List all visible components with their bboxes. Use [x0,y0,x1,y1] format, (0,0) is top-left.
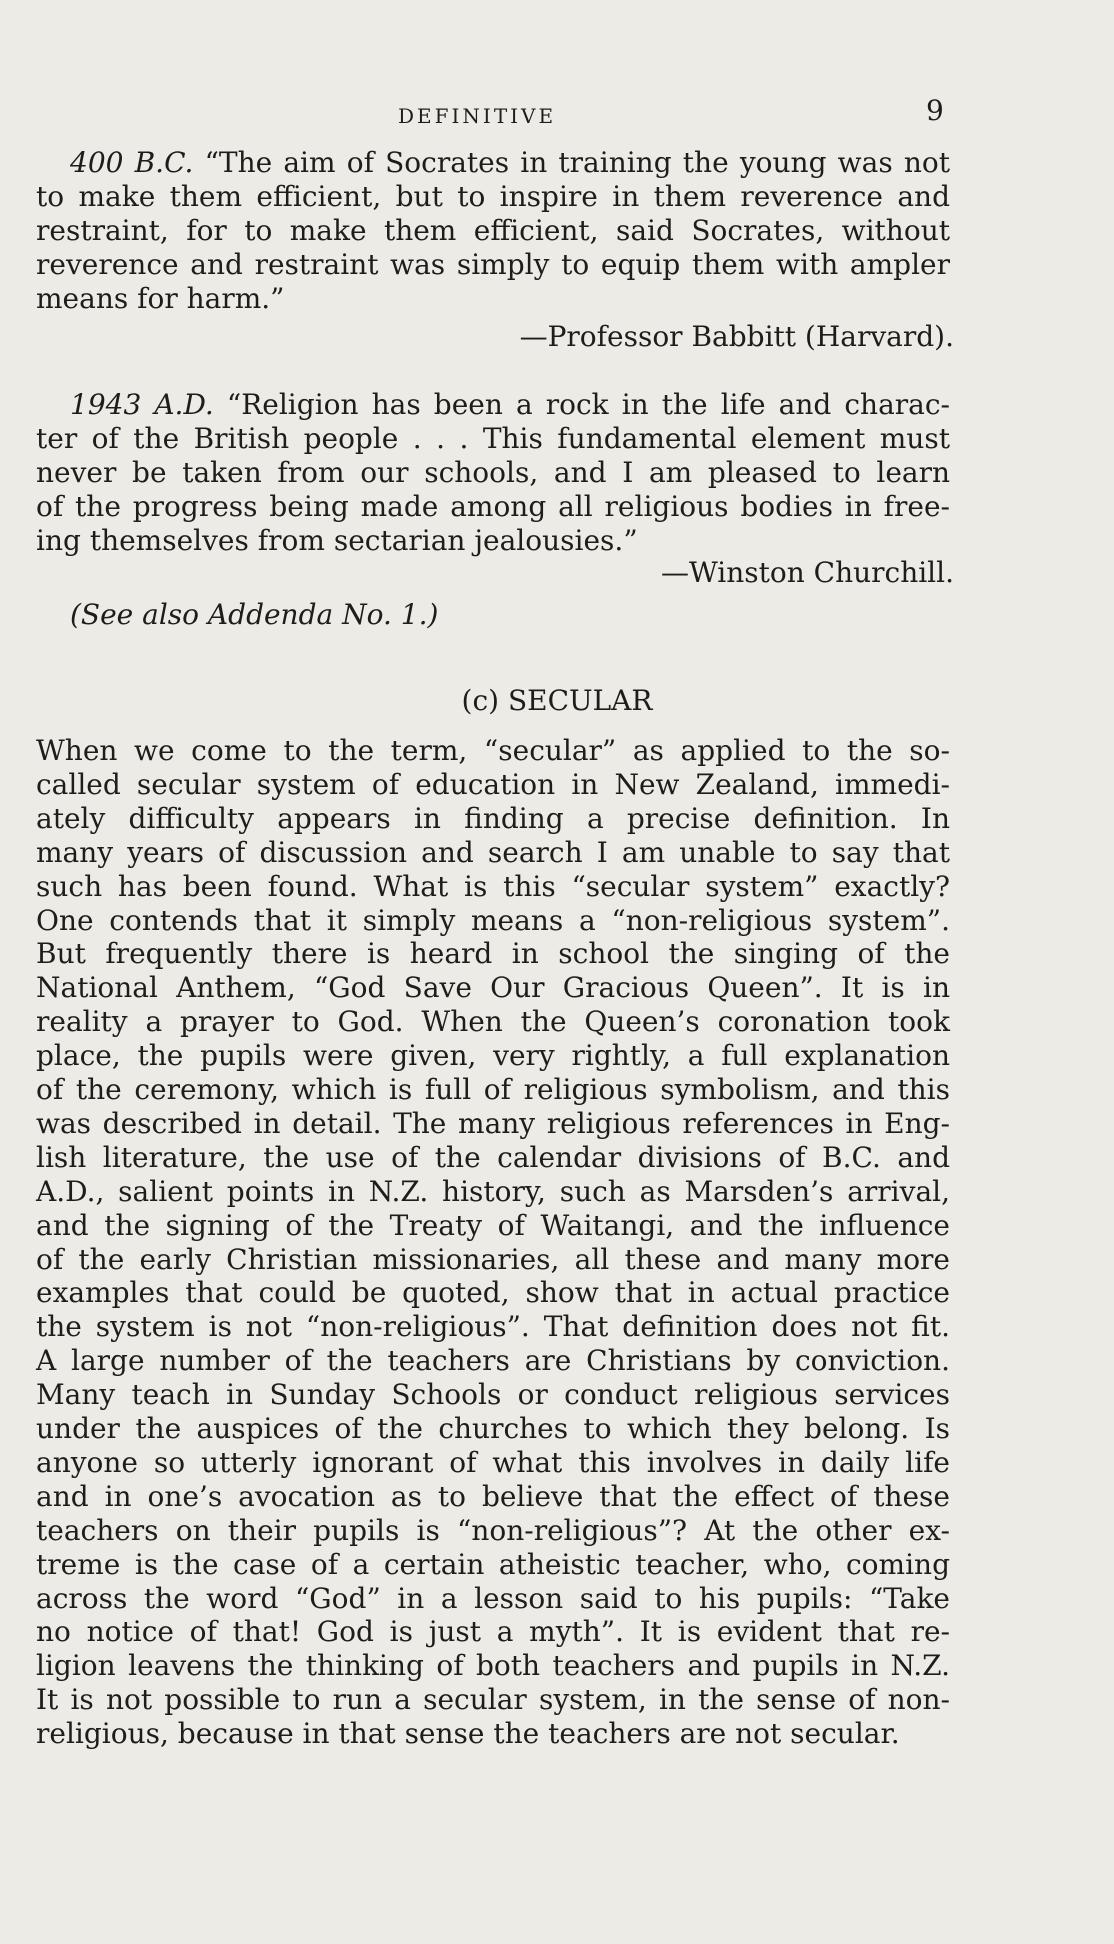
body-line: National Anthem, “God Save Our Gracious Queen”. It is in [36,971,950,1005]
body-line: many years of discussion and search I am unable to say that [36,835,950,869]
body-line: across the word “God” in a lesson said to his pupils: “Take [36,1581,950,1615]
quote-line: ing themselves from sectarian jealousies.” [36,524,638,557]
body-line: Many teach in Sunday Schools or conduct religious services [36,1378,950,1412]
body-line: One contends that it simply means a “non-religious system”. [36,903,950,937]
quote-line: never be taken from our schools, and I am pleased to learn [36,456,950,489]
body-line: treme is the case of a certain atheistic teacher, who, coming [36,1547,950,1581]
quote-line: 400 B.C. “The aim of Socrates in training the young was not [70,146,950,179]
body-line: of the early Christian missionaries, all these and many more [36,1242,950,1276]
quote-attribution: —Winston Churchill. [660,556,954,589]
body-line: such has been found. What is this “secular system” exactly? [36,869,950,903]
body-line: religious, because in that sense the teachers are not secular. [36,1717,900,1751]
body-line: and the signing of the Treaty of Waitangi, and the influence [36,1208,950,1242]
body-line: and in one’s avocation as to believe that the effect of these [36,1479,950,1513]
running-title: DEFINITIVE [398,104,557,128]
body-line: called secular system of education in New Zealand, immedi- [36,767,950,801]
body-line: ligion leavens the thinking of both teachers and pupils in N.Z. [36,1649,950,1683]
quote-line: restraint, for to make them efficient, said Socrates, without [36,214,950,247]
quote-line: of the progress being made among all religious bodies in free- [36,490,950,523]
quote-date: 1943 A.D. [70,388,214,421]
body-line: examples that could be quoted, show that in actual practice [36,1276,950,1310]
quote-attribution: —Professor Babbitt (Harvard). [519,320,954,353]
page-header [0,94,1114,138]
body-line: When we come to the term, “secular” as applied to the so- [36,734,950,767]
quote-line: 1943 A.D. “Religion has been a rock in the life and charac- [70,388,950,421]
body-line: anyone so utterly ignorant of what this involves in daily life [36,1445,950,1479]
section-heading: (c) SECULAR [461,684,653,717]
body-line: place, the pupils were given, very rightly, a full explanation [36,1039,950,1073]
quote-date: 400 B.C. [70,146,194,179]
body-line: teachers on their pupils is “non-religious”? At the other ex- [36,1513,950,1547]
quote-line: reverence and restraint was simply to equip them with ampler [36,248,950,281]
body-line: lish literature, the use of the calendar divisions of B.C. and [36,1140,950,1174]
body-line: of the ceremony, which is full of religious symbolism, and this [36,1073,950,1106]
body-line: under the auspices of the churches to which they belong. Is [36,1412,950,1445]
body-line: no notice of that! God is just a myth”. It is evident that re- [36,1615,950,1649]
body-line: ately difficulty appears in finding a precise definition. In [36,801,950,835]
body-line: the system is not “non-religious”. That definition does not fit. [36,1310,950,1344]
body-line: A large number of the teachers are Christians by conviction. [36,1344,950,1378]
body-line: It is not possible to run a secular system, in the sense of non- [36,1683,950,1717]
quote-line: ter of the British people . . . This fundamental element must [36,422,950,455]
see-also-note: (See also Addenda No. 1.) [70,598,439,631]
quote-line: means for harm.” [36,282,285,315]
body-line: A.D., salient points in N.Z. history, such as Marsden’s arrival, [36,1174,950,1208]
body-line: reality a prayer to God. When the Queen’s coronation took [36,1005,950,1039]
body-line: was described in detail. The many religious references in Eng- [36,1106,950,1140]
quote-line: to make them efficient, but to inspire in them reverence and [36,180,950,213]
body-line: But frequently there is heard in school the singing of the [36,937,950,971]
page-number: 9 [926,94,944,127]
